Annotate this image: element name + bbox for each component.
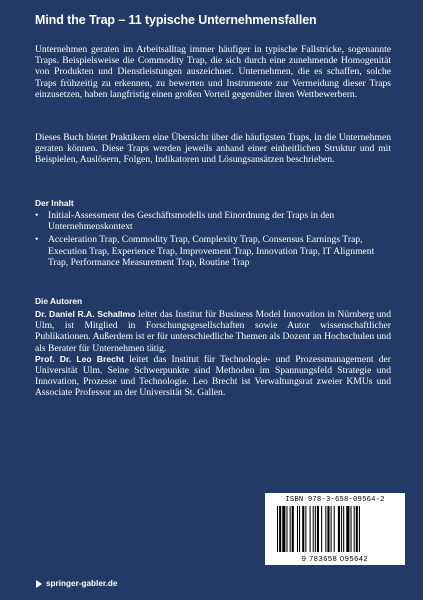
contents-list (35, 210, 391, 270)
author-name: Dr. Daniel R.A. Schallmo (35, 309, 136, 319)
author-bio (35, 309, 391, 354)
barcode-area (265, 493, 405, 565)
publisher-url: springer-gabler.de (46, 579, 118, 588)
author-bio-text: leitet das Institut für Business Model Innovation in Nürnberg und Ulm, ist Mitglied in Forschungsgesellschaften sowie Autor wissenschaftlicher Publikationen. Außerdem ist er für unterschiedliche Themen als Dozent an Hochschulen und als Berater für Unternehmen tätig. (35, 309, 391, 354)
contents-heading: Der Inhalt (35, 198, 74, 208)
arrow-right-icon (36, 580, 42, 588)
authors-heading: Die Autoren (35, 296, 83, 306)
author-bio-text: leitet das Institut für Technologie- und Prozessmanagement der Universität Ulm. Seine Schwerpunkte sind Methoden im Spannungsfeld Strategie und Innovation, Prozesse und Technologie. Leo Brecht ist Verwaltungsrat zweier KMUs und Associate Professor an der Universität St. Gallen. (35, 353, 392, 399)
list-item: • Initial-Assessment des Geschäftsmodells und Einordnung der Traps in den Unternehmenskontext (35, 210, 391, 232)
publisher-link[interactable] (36, 579, 117, 588)
list-item: • Acceleration Trap, Commodity Trap, Complexity Trap, Consensus Earnings Trap, Execution Trap, Experience Trap, Improvement Trap, Innovation Trap, IT Alignment Trap, Performance Measurement Trap, Routine Trap (35, 234, 391, 268)
summary-paragraph: Dieses Buch bietet Praktikern eine Übersicht über die häufigsten Traps, in die Unternehmen geraten können. Diese Traps werden jeweils anhand einer einheitlichen Struktur und mit Beispielen, Auslösern, Folgen, Indikatoren und Lösungsansätzen beschrieben. (35, 132, 391, 166)
barcode-icon (275, 506, 395, 552)
intro-paragraph: Unternehmen geraten im Arbeitsalltag immer häufiger in typische Fallstricke, sogenannte Traps. Beispielsweise die Commodity Trap, die sich durch eine zunehmende Homogenität von Produkten und Dienstleistungen auszeichnet. Unternehmen, die es schaffen, solche Traps frühzeitig zu erkennen, zu bewerten und Instrumente zur Vermeidung dieser Traps einzusetzen, haben langfristig einen großen Vorteil gegenüber ihren Wettbewerbern. (35, 44, 391, 100)
author-bio (35, 354, 391, 399)
author-name: Prof. Dr. Leo Brecht (35, 353, 125, 364)
isbn-label: ISBN 978-3-658-09564-2 (285, 496, 385, 504)
authors-section (35, 309, 391, 399)
book-title: Mind the Trap – 11 typische Unternehmensfallen (35, 13, 317, 27)
barcode-digits: 9 783658 095642 (301, 554, 369, 563)
